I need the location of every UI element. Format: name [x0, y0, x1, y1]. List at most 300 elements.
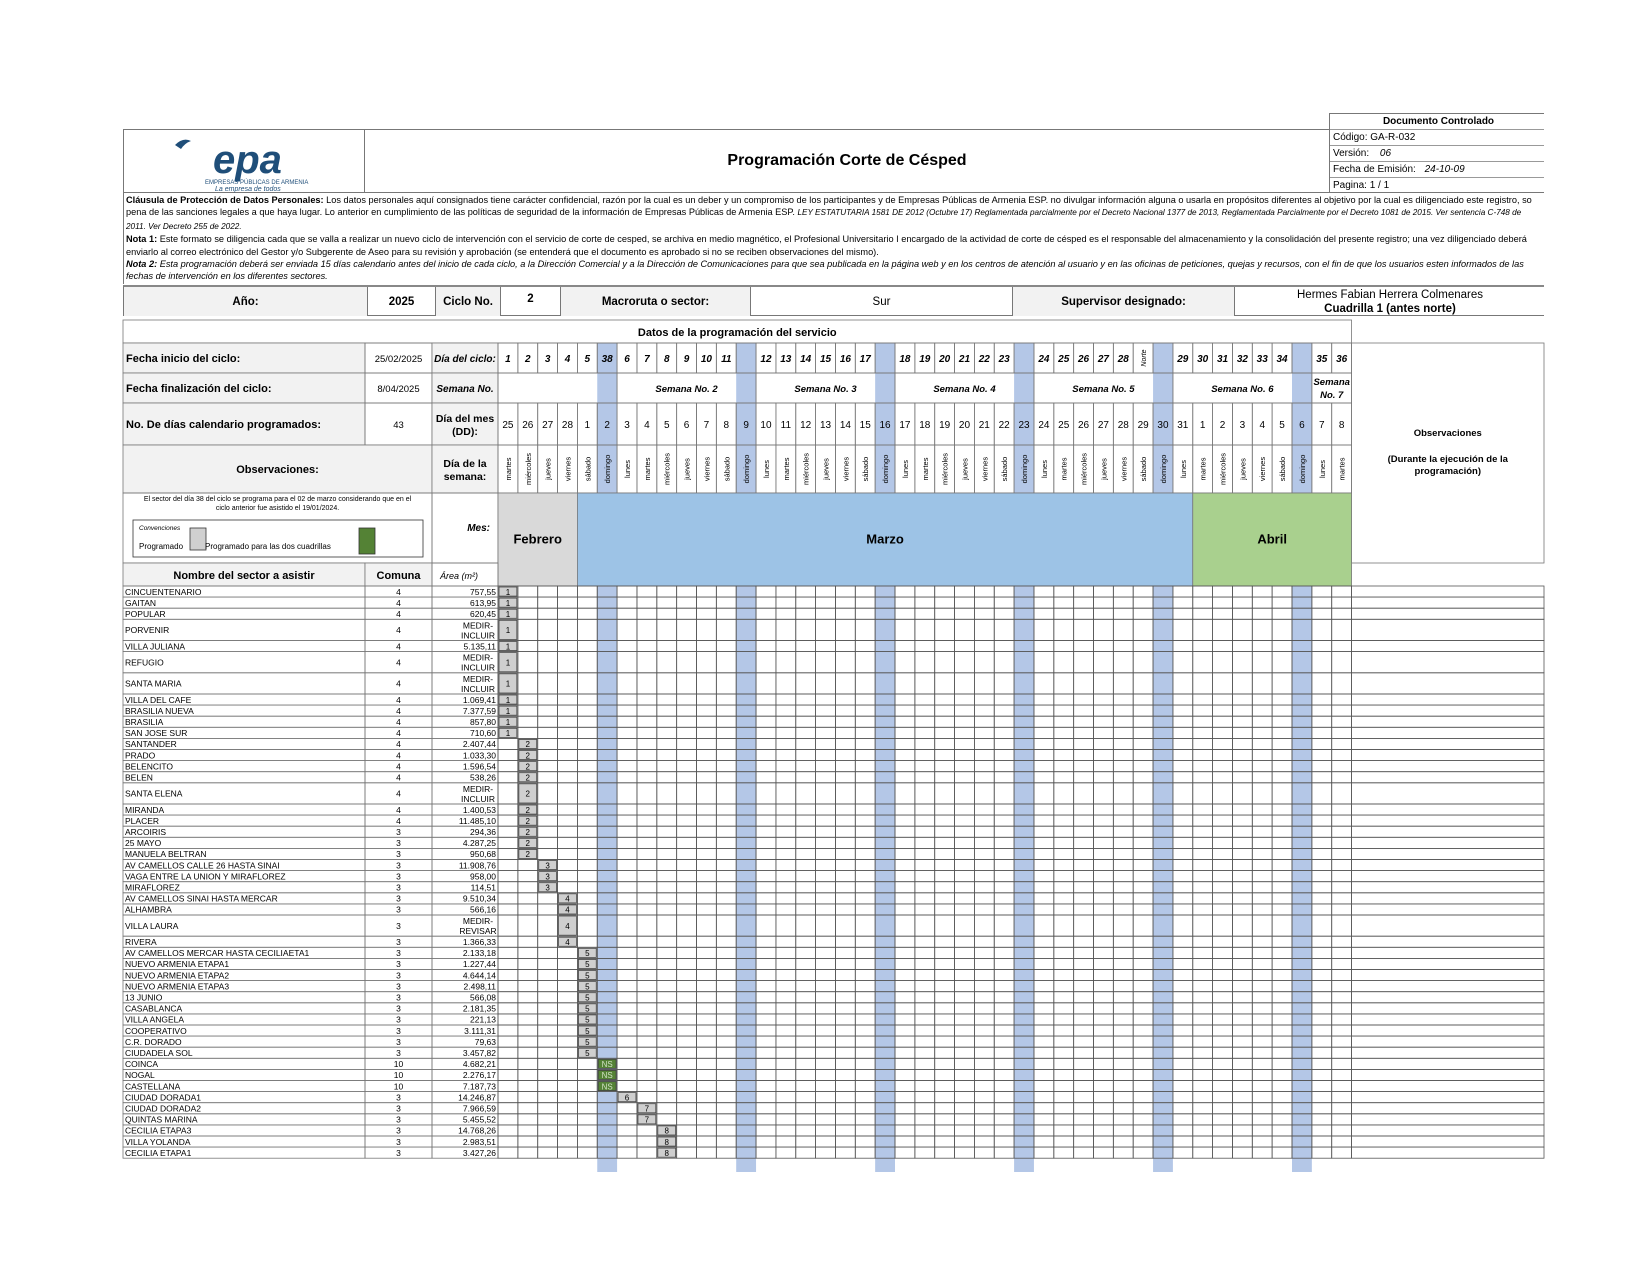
row-label: Día del ciclo:	[434, 354, 496, 365]
day-cell	[558, 705, 578, 716]
day-cell	[895, 716, 915, 727]
day-cell	[617, 936, 637, 947]
day-cell	[776, 673, 796, 694]
day-cell	[816, 1069, 836, 1080]
day-cell	[1113, 882, 1133, 893]
day-cell	[677, 586, 697, 597]
cycle-day-label: 27	[1097, 354, 1109, 365]
day-cell	[796, 1058, 816, 1069]
day-cell	[498, 1092, 518, 1103]
day-cell	[677, 1014, 697, 1025]
day-cell	[994, 1058, 1014, 1069]
day-cell	[974, 783, 994, 804]
area-value: 538,26	[470, 772, 496, 783]
day-cell	[756, 1136, 776, 1147]
day-cell	[1193, 804, 1213, 815]
day-cell	[1074, 619, 1094, 640]
day-cell	[1034, 772, 1054, 783]
day-cell	[796, 1114, 816, 1125]
day-cell	[1094, 641, 1114, 652]
area-value: 2.181,35	[462, 1003, 496, 1014]
day-cell	[776, 619, 796, 640]
control-heading: Documento Controlado	[1330, 114, 1544, 130]
day-cell	[716, 1069, 736, 1080]
day-cell	[1173, 619, 1193, 640]
day-cell	[1074, 947, 1094, 958]
day-cell	[835, 893, 855, 904]
day-cell	[835, 738, 855, 749]
day-cell	[915, 727, 935, 738]
day-cell	[577, 837, 597, 848]
day-cell	[855, 1081, 875, 1092]
day-cell	[855, 1058, 875, 1069]
day-cell	[1173, 597, 1193, 608]
day-cell	[796, 586, 816, 597]
day-cell	[1054, 871, 1074, 882]
day-cell	[1252, 738, 1272, 749]
day-cell	[1252, 1069, 1272, 1080]
day-cell	[637, 1047, 657, 1058]
observation-cell	[1352, 705, 1544, 716]
cycle-day-label: 9	[683, 354, 690, 365]
day-cell	[974, 992, 994, 1003]
day-cell	[637, 597, 657, 608]
day-cell	[697, 705, 717, 716]
day-cell	[617, 641, 637, 652]
area-value: MEDIR-	[462, 652, 494, 663]
day-cell	[1054, 1092, 1074, 1103]
day-cell	[558, 947, 578, 958]
day-cell	[816, 1114, 836, 1125]
day-cell	[776, 848, 796, 859]
day-cell	[855, 804, 875, 815]
day-cell	[1193, 1103, 1213, 1114]
day-cell	[1252, 1036, 1272, 1047]
day-cell	[974, 1036, 994, 1047]
day-cell	[518, 1092, 538, 1103]
observation-cell	[1352, 750, 1544, 761]
day-cell	[816, 871, 836, 882]
day-cell	[1133, 958, 1153, 969]
day-cell	[955, 597, 975, 608]
day-cell	[1113, 981, 1133, 992]
day-cell	[855, 694, 875, 705]
day-cell	[915, 750, 935, 761]
cycle-day-label: 32	[1236, 354, 1248, 365]
day-cell	[716, 882, 736, 893]
day-cell	[1133, 1136, 1153, 1147]
day-cell	[617, 915, 637, 936]
day-cell	[1232, 1136, 1252, 1147]
day-cell	[677, 947, 697, 958]
day-cell	[716, 826, 736, 837]
day-cell	[637, 586, 657, 597]
day-cell	[1034, 893, 1054, 904]
day-cell	[558, 826, 578, 837]
day-cell	[1272, 837, 1292, 848]
day-cell	[935, 1014, 955, 1025]
day-cell	[577, 641, 597, 652]
day-cell	[498, 1058, 518, 1069]
day-cell	[1113, 705, 1133, 716]
day-cell	[558, 1147, 578, 1158]
observation-cell	[1352, 716, 1544, 727]
area-value: 3.457,82	[462, 1047, 496, 1058]
day-cell	[577, 705, 597, 716]
observation-cell	[1352, 1003, 1544, 1014]
comuna-value: 3	[396, 1036, 401, 1047]
day-cell	[617, 750, 637, 761]
day-cell	[637, 727, 657, 738]
month-day-label: 10	[760, 420, 772, 431]
day-cell	[935, 882, 955, 893]
day-cell	[1232, 1014, 1252, 1025]
day-cell	[1252, 871, 1272, 882]
day-cell	[1312, 1092, 1332, 1103]
day-cell	[974, 936, 994, 947]
day-cell	[1272, 727, 1292, 738]
day-cell	[955, 1114, 975, 1125]
day-cell	[915, 1036, 935, 1047]
day-cell	[1252, 992, 1272, 1003]
week-label: Semana No. 6	[1211, 384, 1274, 395]
day-cell	[816, 1147, 836, 1158]
day-cell	[1054, 837, 1074, 848]
month-day-label: 2	[1219, 420, 1226, 431]
cycle-day-label: 38	[601, 354, 613, 365]
day-cell	[756, 1047, 776, 1058]
day-cell	[677, 1036, 697, 1047]
day-cell	[816, 1092, 836, 1103]
day-cell	[1312, 1081, 1332, 1092]
day-cell	[816, 1025, 836, 1036]
day-cell	[855, 981, 875, 992]
day-cell	[1034, 904, 1054, 915]
day-cell	[1113, 837, 1133, 848]
day-cell	[558, 1136, 578, 1147]
month-day-label: 30	[1157, 420, 1169, 431]
day-cell	[1213, 882, 1233, 893]
day-cell	[1074, 882, 1094, 893]
day-cell	[697, 1025, 717, 1036]
area-value: 14.768,26	[458, 1125, 496, 1136]
day-cell	[1094, 597, 1114, 608]
observation-cell	[1352, 860, 1544, 871]
day-cell	[518, 641, 538, 652]
day-cell	[994, 761, 1014, 772]
day-cell	[974, 815, 994, 826]
weekday-label: sábado	[1139, 456, 1149, 482]
day-cell	[835, 958, 855, 969]
day-cell	[538, 904, 558, 915]
day-cell	[835, 837, 855, 848]
day-cell	[1133, 904, 1153, 915]
day-cell	[915, 981, 935, 992]
day-cell	[538, 815, 558, 826]
day-cell	[617, 1136, 637, 1147]
day-cell	[1332, 826, 1352, 837]
day-cell	[1133, 860, 1153, 871]
day-cell	[518, 970, 538, 981]
weekday-label: viernes	[702, 456, 712, 482]
day-cell	[915, 882, 935, 893]
day-cell	[915, 958, 935, 969]
schedule-mark-label: NS	[601, 1071, 613, 1081]
day-cell	[1173, 1081, 1193, 1092]
day-cell	[617, 871, 637, 882]
day-cell	[1252, 981, 1272, 992]
day-cell	[776, 1081, 796, 1092]
day-cell	[1272, 981, 1292, 992]
area-value: REVISAR	[459, 926, 497, 936]
cycle-day-label: 4	[564, 354, 571, 365]
day-cell	[1074, 761, 1094, 772]
day-cell	[816, 992, 836, 1003]
day-cell	[657, 848, 677, 859]
day-cell	[776, 1025, 796, 1036]
day-cell	[1213, 904, 1233, 915]
day-cell	[816, 970, 836, 981]
day-cell	[617, 1003, 637, 1014]
day-cell	[697, 761, 717, 772]
day-cell	[776, 815, 796, 826]
day-cell	[1113, 1014, 1133, 1025]
day-cell	[915, 738, 935, 749]
day-cell	[1094, 1069, 1114, 1080]
day-cell	[1094, 608, 1114, 619]
day-cell	[994, 1092, 1014, 1103]
day-cell	[716, 694, 736, 705]
day-cell	[1133, 893, 1153, 904]
day-cell	[558, 837, 578, 848]
day-cell	[617, 652, 637, 673]
day-cell	[677, 1147, 697, 1158]
comuna-value: 3	[396, 970, 401, 981]
day-cell	[518, 947, 538, 958]
day-cell	[577, 761, 597, 772]
observations-label: Observaciones:	[236, 464, 319, 476]
both-crews-swatch	[359, 528, 375, 554]
observation-cell	[1352, 936, 1544, 947]
day-cell	[518, 705, 538, 716]
day-cell	[1272, 848, 1292, 859]
area-value: 4.644,14	[462, 970, 496, 981]
day-cell	[776, 936, 796, 947]
day-cell	[697, 860, 717, 871]
observation-cell	[1352, 783, 1544, 804]
area-value: 958,00	[470, 871, 496, 882]
day-cell	[1094, 1081, 1114, 1092]
day-cell	[558, 1114, 578, 1125]
day-cell	[855, 750, 875, 761]
day-cell	[1232, 893, 1252, 904]
day-cell	[1054, 750, 1074, 761]
cycle-day-label: 28	[1117, 354, 1129, 365]
day-cell	[756, 705, 776, 716]
day-cell	[1213, 970, 1233, 981]
sector-name: VAGA ENTRE LA UNION Y MIRAFLOREZ	[125, 871, 286, 882]
day-cell	[1074, 1047, 1094, 1058]
day-cell	[1213, 826, 1233, 837]
observation-cell	[1352, 761, 1544, 772]
day-cell	[955, 1125, 975, 1136]
day-cell	[1193, 1025, 1213, 1036]
day-cell	[855, 860, 875, 871]
day-cell	[796, 815, 816, 826]
day-cell	[1173, 947, 1193, 958]
day-cell	[974, 848, 994, 859]
day-cell	[518, 1025, 538, 1036]
day-cell	[716, 848, 736, 859]
day-cell	[974, 597, 994, 608]
day-cell	[994, 981, 1014, 992]
day-cell	[1252, 1081, 1272, 1092]
day-cell	[1074, 992, 1094, 1003]
day-cell	[657, 761, 677, 772]
day-cell	[498, 1047, 518, 1058]
day-cell	[716, 608, 736, 619]
comuna-value: 4	[396, 739, 401, 750]
day-cell	[538, 772, 558, 783]
day-cell	[835, 1136, 855, 1147]
day-cell	[1034, 1114, 1054, 1125]
day-cell	[994, 750, 1014, 761]
day-cell	[1034, 860, 1054, 871]
cycle-day-label: 33	[1256, 354, 1268, 365]
day-cell	[1173, 1014, 1193, 1025]
month-day-label: 8	[723, 420, 730, 431]
area-value: 857,80	[470, 716, 496, 727]
day-cell	[1173, 1125, 1193, 1136]
day-cell	[677, 992, 697, 1003]
day-cell	[617, 1147, 637, 1158]
day-cell	[1094, 750, 1114, 761]
observation-cell	[1352, 1069, 1544, 1080]
day-cell	[895, 783, 915, 804]
day-cell	[1173, 1058, 1193, 1069]
day-cell	[1094, 837, 1114, 848]
day-cell	[835, 947, 855, 958]
day-cell	[498, 992, 518, 1003]
day-cell	[935, 694, 955, 705]
day-cell	[716, 641, 736, 652]
day-cell	[955, 826, 975, 837]
day-cell	[1272, 871, 1292, 882]
start-label: Fecha inicio del ciclo:	[126, 353, 241, 365]
day-cell	[1094, 1092, 1114, 1103]
day-cell	[955, 936, 975, 947]
day-cell	[1213, 815, 1233, 826]
day-cell	[1113, 738, 1133, 749]
day-cell	[816, 772, 836, 783]
day-cell	[1272, 1025, 1292, 1036]
day-cell	[974, 882, 994, 893]
day-cell	[935, 586, 955, 597]
day-cell	[697, 1103, 717, 1114]
day-cell	[677, 882, 697, 893]
day-cell	[1113, 586, 1133, 597]
day-cell	[756, 970, 776, 981]
day-cell	[756, 981, 776, 992]
day-cell	[637, 915, 657, 936]
day-cell	[756, 694, 776, 705]
day-cell	[1173, 738, 1193, 749]
schedule-mark-label: 6	[624, 1093, 630, 1103]
day-cell	[657, 1058, 677, 1069]
day-cell	[1074, 597, 1094, 608]
area-value: 14.246,87	[458, 1092, 496, 1103]
day-cell	[1193, 1003, 1213, 1014]
day-cell	[1232, 904, 1252, 915]
day-cell	[1213, 705, 1233, 716]
day-cell	[1034, 1092, 1054, 1103]
day-cell	[816, 837, 836, 848]
day-cell	[816, 1136, 836, 1147]
day-cell	[974, 1058, 994, 1069]
day-cell	[855, 992, 875, 1003]
day-cell	[1332, 970, 1352, 981]
day-cell	[498, 826, 518, 837]
day-cell	[577, 893, 597, 904]
day-cell	[538, 1081, 558, 1092]
observation-cell	[1352, 871, 1544, 882]
day-cell	[855, 716, 875, 727]
day-cell	[895, 1147, 915, 1158]
day-cell	[1173, 992, 1193, 1003]
day-cell	[776, 727, 796, 738]
day-cell	[1054, 992, 1074, 1003]
remark: ciclo anterior fue asistido el 19/01/2024.	[215, 505, 340, 512]
day-cell	[895, 694, 915, 705]
day-cell	[915, 837, 935, 848]
day-cell	[1074, 981, 1094, 992]
weekday-label: martes	[503, 457, 513, 481]
day-cell	[994, 1036, 1014, 1047]
day-cell	[1173, 860, 1193, 871]
weekday-label: lunes	[1178, 460, 1188, 478]
day-cell	[796, 705, 816, 716]
day-cell	[1232, 1003, 1252, 1014]
weekday-label: viernes	[1119, 456, 1129, 482]
day-cell	[796, 893, 816, 904]
day-cell	[776, 1069, 796, 1080]
day-cell	[697, 597, 717, 608]
weekday-label: viernes	[980, 456, 990, 482]
comuna-value: 4	[396, 641, 401, 652]
day-cell	[796, 1069, 816, 1080]
area-value: 950,68	[470, 849, 496, 860]
day-cell	[1332, 772, 1352, 783]
day-cell	[1272, 992, 1292, 1003]
day-cell	[1133, 608, 1153, 619]
days-label: No. De días calendario programados:	[126, 419, 321, 431]
day-cell	[1094, 1114, 1114, 1125]
day-cell	[617, 761, 637, 772]
day-cell	[1113, 815, 1133, 826]
day-cell	[756, 1058, 776, 1069]
sector-name: CIUDAD DORADA1	[125, 1092, 202, 1103]
sector-name: CINCUENTENARIO	[125, 586, 202, 597]
day-cell	[835, 619, 855, 640]
day-cell	[1213, 619, 1233, 640]
day-cell	[518, 1014, 538, 1025]
month-day-label: 20	[958, 420, 971, 431]
area-value: 7.187,73	[462, 1081, 496, 1092]
day-cell	[617, 804, 637, 815]
day-cell	[657, 1114, 677, 1125]
day-cell	[657, 783, 677, 804]
comuna-value: 3	[396, 1014, 401, 1025]
